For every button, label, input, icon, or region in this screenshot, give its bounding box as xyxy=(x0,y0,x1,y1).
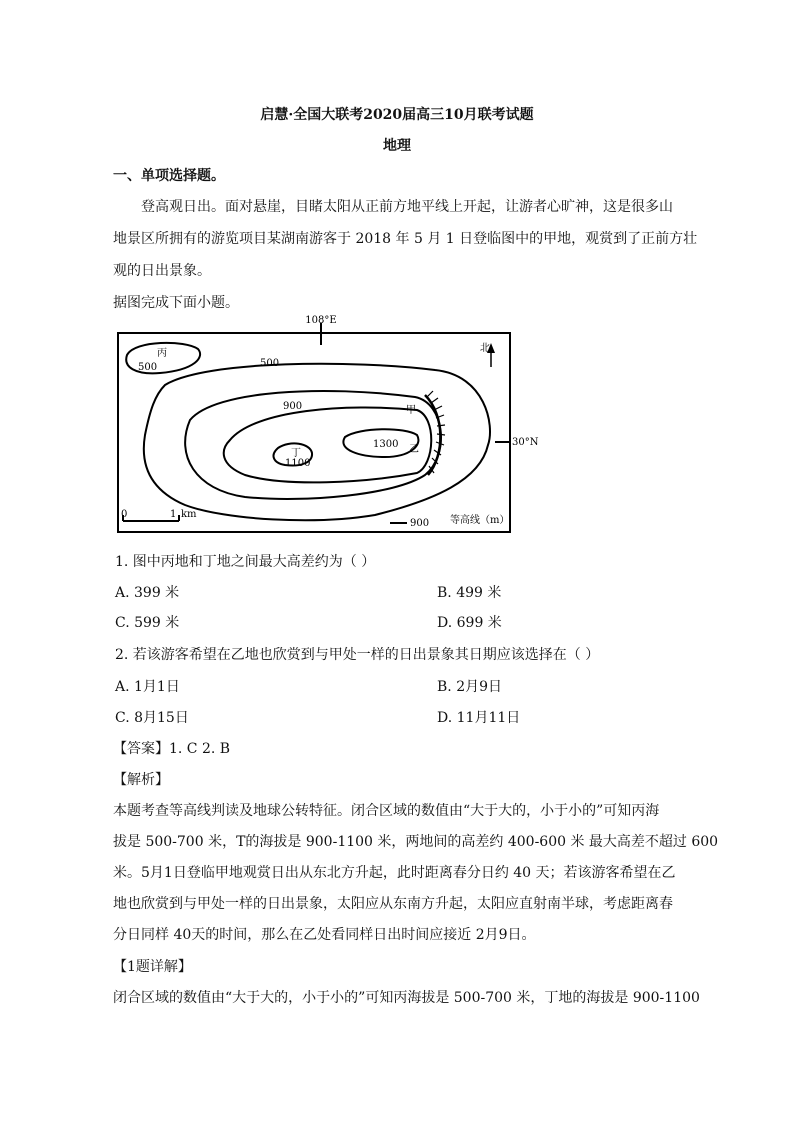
contour-900 xyxy=(224,408,432,483)
subject-title: 地理 xyxy=(383,138,411,154)
scale-one: 1 xyxy=(170,509,177,520)
answer-line: 【答案】1. C 2. B xyxy=(113,741,231,757)
q2-option-d: D. 11月11日 xyxy=(437,710,521,726)
q1-option-c: C. 599 米 xyxy=(115,615,180,631)
analysis-line-1: 本题考查等高线判读及地球公转特征。闭合区域的数值由“大于大的，小于小的”可知丙海 xyxy=(113,803,660,819)
contour-500-label: 500 xyxy=(260,358,280,369)
contour-500 xyxy=(144,364,490,520)
q2-option-b: B. 2月9日 xyxy=(437,679,503,695)
north-label: 北 xyxy=(480,343,490,354)
contour-1300-label: 1300 xyxy=(373,439,399,450)
q1-option-d: D. 699 米 xyxy=(437,615,502,631)
jia-label: 甲 xyxy=(406,405,416,416)
q2-option-c: C. 8月15日 xyxy=(115,710,189,726)
q1-stem: 1. 图中丙地和丁地之间最大高差约为（ ） xyxy=(115,554,376,570)
contour-900-label: 900 xyxy=(283,401,303,412)
q2-stem: 2. 若该游客希望在乙地也欣赏到与甲处一样的日出景象其日期应该选择在（ ） xyxy=(115,647,600,663)
legend-label: 等高线（m） xyxy=(450,515,510,526)
legend-value: 900 xyxy=(410,518,430,529)
analysis-line-4: 地也欣赏到与甲处一样的日出景象，太阳应从东南方升起，太阳应直射南半球，考虑距离春 xyxy=(113,896,673,912)
contour-map xyxy=(105,315,545,540)
bing-label: 丙 xyxy=(157,348,167,359)
intro-line-4: 据图完成下面小题。 xyxy=(113,295,239,311)
scale-zero: 0 xyxy=(121,509,128,520)
parallel-label: 30°N xyxy=(512,437,539,448)
section-heading: 一、单项选择题。 xyxy=(113,168,225,184)
analysis-line-3: 米。5月1日登临甲地观赏日出从东北方升起，此时距离春分日约 40 天；若该游客希望在乙 xyxy=(113,865,676,881)
scale-unit: km xyxy=(181,509,197,520)
bing-value: 500 xyxy=(138,362,158,373)
q2-option-a: A. 1月1日 xyxy=(115,679,180,695)
intro-line-3: 观的日出景象。 xyxy=(113,263,211,279)
exam-title: 启慧·全国大联考2020届高三10月联考试题 xyxy=(260,107,534,123)
ding-value: 1100 xyxy=(285,458,311,469)
analysis-line-2: 拔是 500-700 米，T的海拔是 900-1100 米，两地间的高差约 400-600 米 最大高差不超过 600 xyxy=(113,834,719,850)
intro-line-2: 地景区所拥有的游览项目某湖南游客于 2018 年 5 月 1 日登临图中的甲地，观赏到了正前方壮 xyxy=(113,231,698,247)
yi-label: 乙 xyxy=(409,444,419,455)
q1-option-b: B. 499 米 xyxy=(437,585,502,601)
q1-option-a: A. 399 米 xyxy=(115,585,180,601)
analysis-heading: 【解析】 xyxy=(113,772,169,788)
ding-label: 丁 xyxy=(291,448,301,459)
detail-heading: 【1题详解】 xyxy=(113,959,192,975)
detail-line-1: 闭合区域的数值由“大于大的，小于小的”可知丙海拔是 500-700 米，丁地的海拔是 900-1100 xyxy=(113,990,700,1006)
meridian-label: 108°E xyxy=(305,315,337,326)
intro-line-1: 登高观日出。面对悬崖，目睹太阳从正前方地平线上开起，让游者心旷神，这是很多山 xyxy=(141,199,673,215)
analysis-line-5: 分日同样 40天的时间，那么在乙处看同样日出时间应接近 2月9日。 xyxy=(113,927,536,943)
